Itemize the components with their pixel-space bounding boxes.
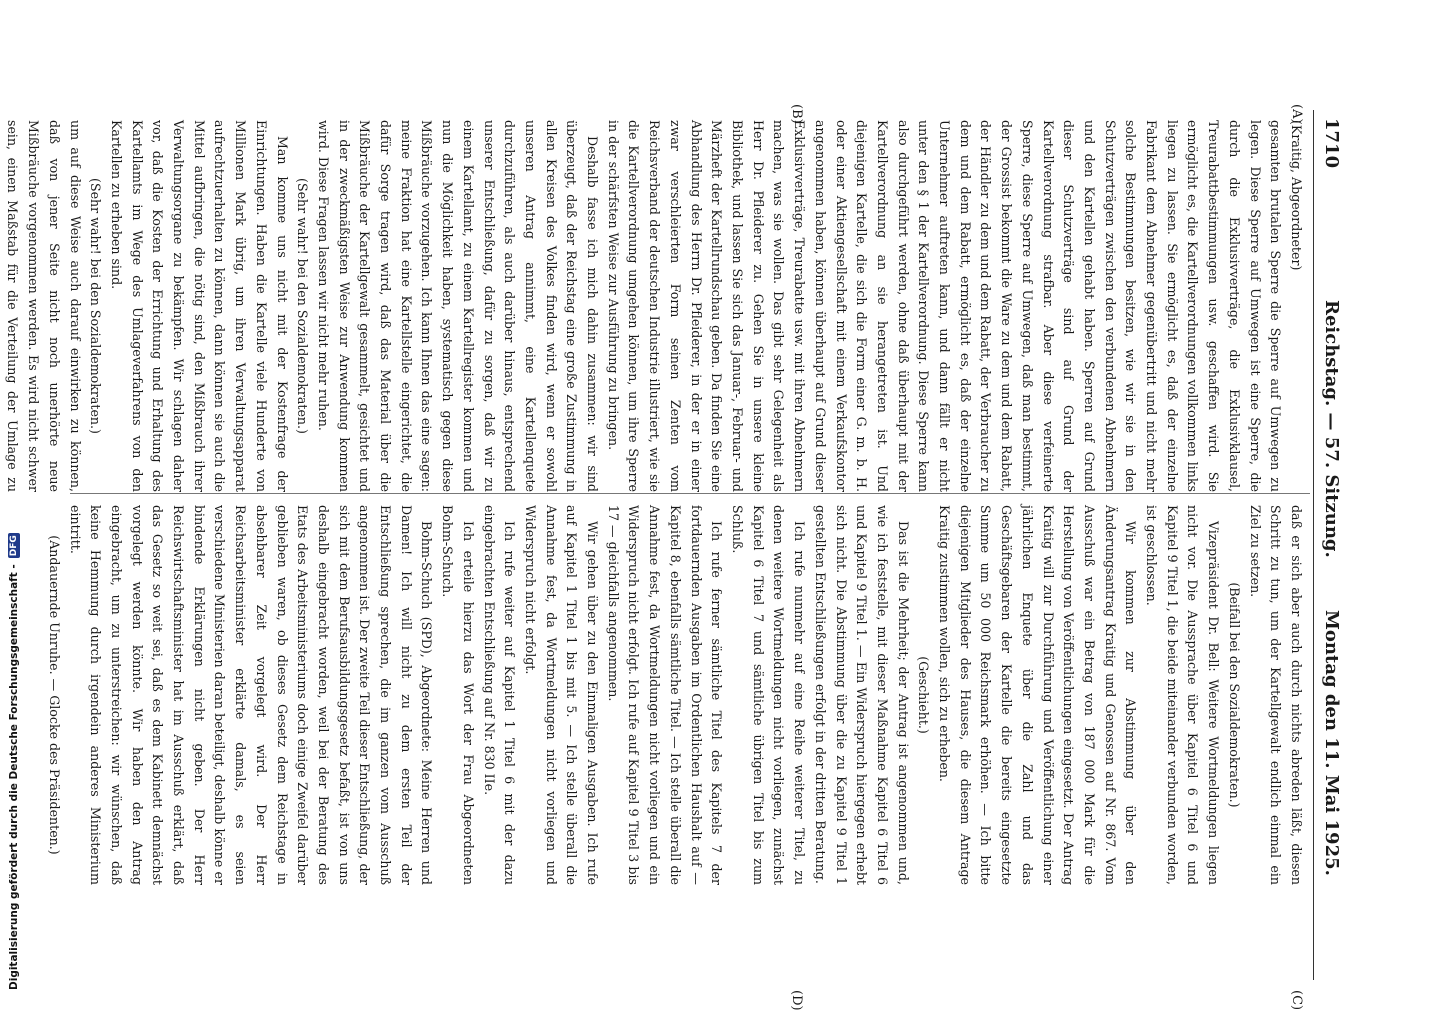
margin-letter-d: (D)	[789, 990, 804, 1011]
digitization-text: Digitalisierung gefördert durch die Deutsche Forschungsgemeinschaft -	[8, 564, 20, 990]
paragraph: Ich rufe nunmehr auf eine Reihe weiterer Titel, zu denen weitere Wortmeldungen nicht vorliegen, zunächst Kapitel 6 Titel 7 und sämtliche übrigen Titel bis zum Schluß.	[730, 505, 808, 885]
paragraph: daß er sich aber auch durch nichts abreden läßt, diesen Schritt zu tun, um der Kartellgewalt endlich einmal ein Ziel zu setzen.	[1247, 505, 1304, 885]
paragraph: Vizepräsident Dr. Bell: Weitere Wortmeldungen liegen nicht vor. Die Aussprache über Kapitel 6 Titel 6 und Kapitel 9 Titel 1, die beide miteinander verbunden worden, ist geschlossen.	[1144, 505, 1222, 885]
speaker-tag: (Kraitig, Abgeordneter)	[1289, 120, 1304, 271]
paragraph: Ich rufe weiter auf Kapitel 1 Titel 6 mit der dazu eingebrachten Entschließung auf Nr. 830 IIe.	[481, 505, 518, 885]
interjection: (Andauernde Unruhe. — Glocke des Präsidenten.)	[46, 535, 62, 855]
margin-letter-b: (B)	[789, 104, 804, 124]
interjection: (Sehr wahr! bei den Sozialdemokraten.)	[295, 178, 311, 434]
paragraph: gesamten brutalen Sperre die Sperre auf Umwegen zu legen. Diese Sperre auf Umwegen ist eine Sperre, die durch die Exklusivverträge, die Exklusivklausel, Treurabattbestimmungen usw. geschaffen wird. Sie ermöglicht es, die Kartellverordnungen vollkommen links liegen zu lassen. Sie ermöglicht es, daß der einzelne Fabrikant dem Abnehmer gegenübertritt und nicht mehr solche Bestimmungen besitzen, wie wir sie in den Schutzverträgen zwischen den verbundenen Abnehmern und den Kartellen gehabt haben. Sperren auf Grund dieser Schutzverträge sind auf Grund der Kartellverordnung strafbar. Aber diese verfeinerte Sperre, diese Sperre auf Umwegen, daß man bestimmt, der Grossist bekommt die Ware zu dem und dem Rabatt, der Händler zu dem und dem Rabatt, der Verbraucher zu dem und dem Rabatt, ermöglicht es, daß der einzelne Unternehmer auftreten kann, und dann fällt er nicht unter den § 1 der Kartellverordnung. Diese Sperre kann also durchgeführt werden, ohne daß überhaupt mit der Kartellverordnung an sie herangetreten ist. Und diejenigen Kartelle, die sich die Form einer G. m. b. H. oder einer Aktiengesellschaft mit einem Verkaufskontor angenommen haben, können überhaupt auf Grund dieser Exklusivverträge, Treurabatte usw. mit ihren Abnehmern machen, was sie wollen. Das gibt sehr Gelegenheit als Herr Dr. Pfleiderer zu. Gehen Sie in unsere kleine Bibliothek, und lassen Sie sich das Januar-, Februar- und Märzheft der Kartellrundschau geben. Da finden Sie eine Abhandlung des Herrn Dr. Pfleiderer, in der er in einer zwar verschleierten Form seinen Zenten vom Reichsverband der deutschen Industrie illustriert, wie sie die Kartellverordnung umgehen können, um ihre Sperre in der schärfsten Weise zur Ausführung zu bringen.	[605, 120, 1284, 492]
paragraph: Man komme uns nicht mit der Kostenfrage der Einrichtungen. Haben die Kartelle viele Hunderte von Millionen Mark übrig, um ihren Verwaltungsapparat aufrechtzuerhalten zu können, dann können sie auch die Mittel aufbringen, die nötig sind, den Mißbrauch ihrer Verwaltungsorgane zu bekämpfen. Wir schlagen daher vor, daß die Kosten der Errichtung und Erhaltung des Kartellamts im Wege des Umlageverfahrens von den Kartellen zu erheben sind.	[108, 120, 290, 492]
paragraph: Wir gehen über zu den Einmaligen Ausgaben. Ich rufe auf Kapitel 1 Titel 1 bis mit 5. — Ich stelle überall die Annahme fest, da Wortmeldungen nicht vorliegen und Widerspruch nicht erfolgt.	[522, 505, 601, 885]
column-divider	[70, 493, 1310, 494]
paragraph: Wir kommen zur Abstimmung über den Änderungsantrag Kraitig und Genossen auf Nr. 867. Vom Ausschuß war ein Betrag von 187 000 Mark für die Herstellung von Veröffentlichungen eingesetzt. Der Antrag Kraitig will zur Durchführung und Veröffentlichung einer jährlichen Enquete über die Zahl und das Geschäftsgebaren der Kartelle die bereits eingesetzte Summe um 50 000 Reichsmark erhöhen. — Ich bitte diejenigen Mitglieder des Hauses, die diesem Antrage Kraitig zustimmen wollen, sich zu erheben.	[937, 505, 1139, 885]
paragraph: um auf diese Weise auch darauf einwirken zu können, daß von jener Seite nicht noch unerhörte neue Mißbräuche vorgenommen werden. Es wird nicht schwer sein, einen Maßstab für die Verteilung der Umlage zu	[5, 120, 83, 492]
page-header	[1316, 0, 1342, 1000]
left-column	[0, 120, 1306, 492]
header-rule	[1313, 110, 1314, 980]
margin-letter-c: (C)	[1289, 990, 1304, 1011]
interjection: (Beifall bei den Sozialdemokraten.)	[1226, 582, 1242, 808]
right-column	[43, 505, 1306, 885]
paragraph: Deshalb fasse ich mich dahin zusammen: wir sind überzeugt, daß der Reichstag eine große Zustimmung in allen Kreisen des Volkes finden wird, wenn er sowohl unseren Antrag annimmt, eine Kartellenquete durchzuführen, als auch darüber hinaus, entsprechend unserer Entschließung, dafür zu sorgen, daß wir zu einem Kartellamt, zu einem Kartellregister kommen und nun die Möglichkeit haben, systematisch gegen diese Mißbräuche vorzugehen. Ich kann Ihnen das eine sagen: meine Fraktion hat eine Kartellstelle eingerichtet, die dafür Sorge tragen wird, daß das Material über die Mißbräuche der Kartellgewalt gesammelt, gesichtet und in der zweckmäßigsten Weise zur Anwendung kommen wird. Diese Fragen lassen wir nicht mehr ruhen.	[315, 120, 601, 492]
digitization-note	[4, 0, 20, 1000]
interjection: (Geschieht.)	[916, 656, 932, 734]
session-date: Montag den 11. Mai 1925.	[1321, 610, 1342, 876]
paragraph: Das ist die Mehrheit; der Antrag ist angenommen und, wie ich feststelle, mit dieser Maßnahme Kapitel 6 Titel 6 und Kapitel 9 Titel 1. — Ein Widerspruch hiergegen erhebt sich nicht. Die Abstimmung über die zu Kapitel 9 Titel 1 gestellten Entschließungen erfolgt in der dritten Beratung.	[812, 505, 911, 885]
dfg-logo: DFG	[9, 535, 19, 557]
interjection: (Sehr wahr! bei den Sozialdemokraten.)	[88, 178, 104, 434]
margin-letter-a: (A)	[1289, 104, 1304, 124]
paragraph: Bohm-Schuch (SPD), Abgeordnete: Meine Herren und Damen! Ich will nicht zu dem ersten Teil der Entschließung sprechen, die im ganzen vom Ausschuß angenommen ist. Der zweite Teil dieser Entschließung, der sich mit dem Berufsausbildungsgesetz befaßt, ist von uns deshalb eingebracht worden, weil bei der Beratung des Etats des Arbeitsministeriums doch einige Zweifel darüber geblieben waren, ob dieses Gesetz dem Reichstage in absehbarer Zeit vorgelegt wird. Der Herr Reichsarbeitsminister erklärte damals, es seien verschiedene Ministerien daran beteiligt, deshalb könne er bindende Erklärungen nicht geben. Der Herr Reichswirtschaftsminister hat im Ausschuß erklärt, daß das Gesetz so weit sei, daß es dem Kabinett demnächst vorgelegt werden könnte. Wir haben den Antrag eingebracht, um zu unterstreichen: wir wünschen, daß keine Hemmung durch irgendein anderes Ministerium eintritt.	[67, 505, 435, 885]
session-title: Reichstag. — 57. Sitzung.	[1321, 300, 1342, 558]
paragraph: Ich rufe ferner sämtliche Titel des Kapitels 7 der fortdauernden Ausgaben im Ordentlichen Haushalt auf — Kapitel 8, ebenfalls sämtliche Titel. — Ich stelle überall die Annahme fest, da Wortmeldungen nicht vorliegen und ein Widerspruch nicht erfolgt. Ich rufe auf Kapitel 9 Titel 3 bis 17 — gleichfalls angenommen.	[605, 505, 725, 885]
page-number: 1710	[1321, 118, 1342, 169]
paragraph: Ich erteile hierzu das Wort der Frau Abgeordneten Bohm-Schuch.	[440, 505, 476, 885]
